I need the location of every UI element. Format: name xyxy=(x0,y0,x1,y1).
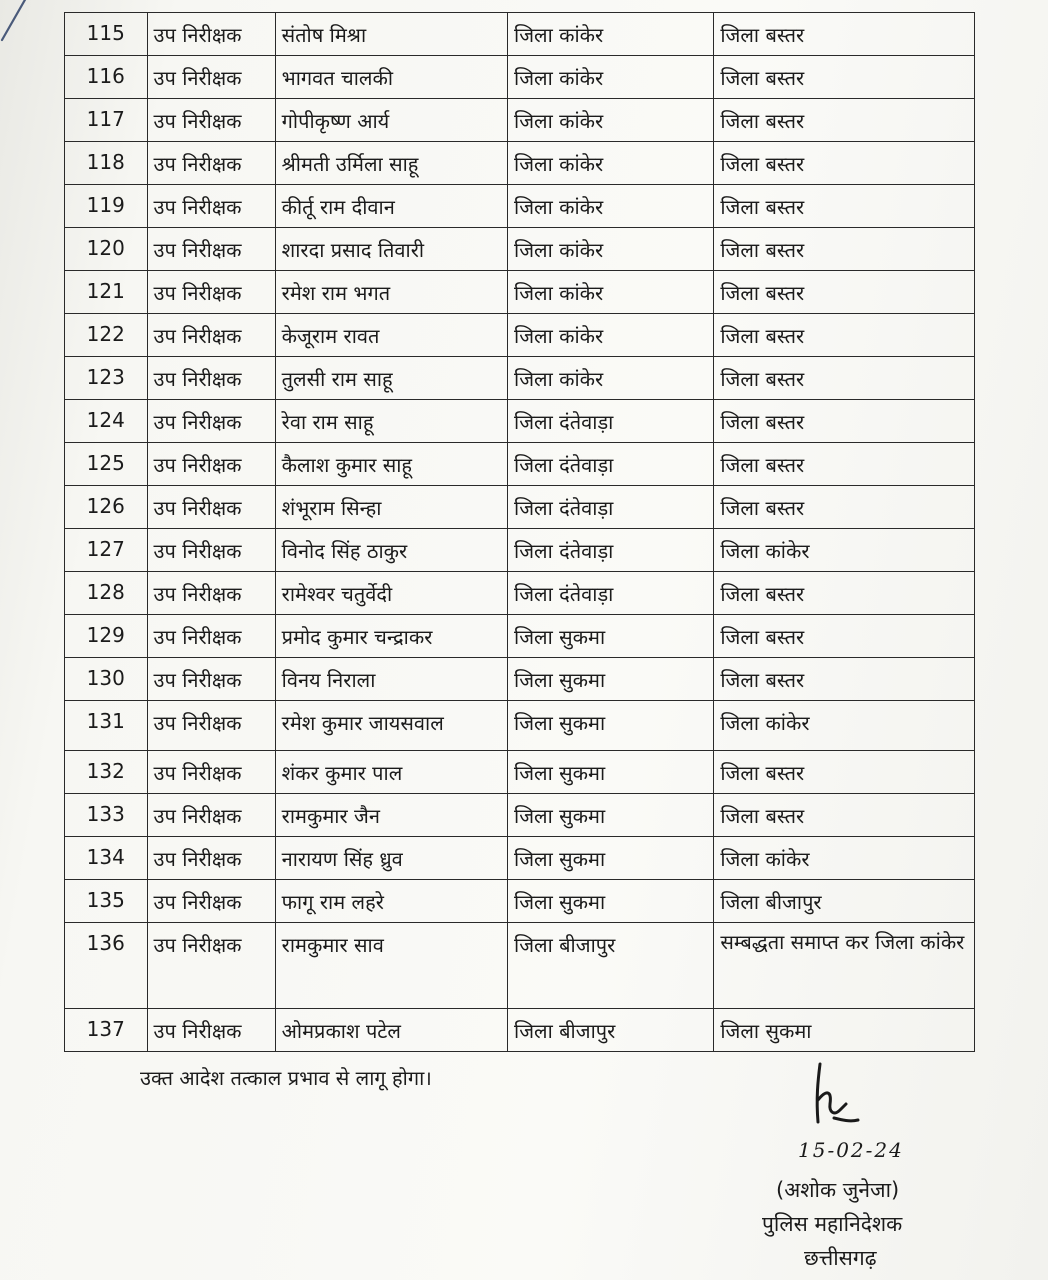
cell-officer-name: नारायण सिंह ध्रुव xyxy=(275,837,507,880)
cell-officer-name: केजूराम रावत xyxy=(275,314,507,357)
cell-posted-from: जिला कांकेर xyxy=(508,99,714,142)
cell-posted-from: जिला दंतेवाड़ा xyxy=(508,572,714,615)
cell-serial-no: 115 xyxy=(65,13,148,56)
cell-officer-name: रमेश राम भगत xyxy=(275,271,507,314)
cell-posted-to: जिला बस्तर xyxy=(714,228,975,271)
table-row xyxy=(65,443,975,486)
cell-posted-from: जिला सुकमा xyxy=(508,658,714,701)
cell-posted-from: जिला दंतेवाड़ा xyxy=(508,400,714,443)
table-row xyxy=(65,56,975,99)
cell-officer-name: श्रीमती उर्मिला साहू xyxy=(275,142,507,185)
cell-posted-to: जिला बस्तर xyxy=(714,486,975,529)
cell-rank: उप निरीक्षक xyxy=(147,837,275,880)
cell-posted-to: जिला बस्तर xyxy=(714,794,975,837)
cell-serial-no: 128 xyxy=(65,572,148,615)
transfer-table xyxy=(64,12,975,1052)
cell-posted-from: जिला बीजापुर xyxy=(508,923,714,1009)
cell-rank: उप निरीक्षक xyxy=(147,1009,275,1052)
table-row xyxy=(65,1009,975,1052)
cell-officer-name: शारदा प्रसाद तिवारी xyxy=(275,228,507,271)
cell-posted-from: जिला कांकेर xyxy=(508,228,714,271)
cell-officer-name: शंकर कुमार पाल xyxy=(275,751,507,794)
cell-posted-to: जिला बस्तर xyxy=(714,751,975,794)
cell-serial-no: 137 xyxy=(65,1009,148,1052)
cell-posted-to: जिला बस्तर xyxy=(714,400,975,443)
cell-officer-name: रामकुमार जैन xyxy=(275,794,507,837)
cell-serial-no: 124 xyxy=(65,400,148,443)
cell-posted-to: जिला बस्तर xyxy=(714,357,975,400)
cell-rank: उप निरीक्षक xyxy=(147,13,275,56)
cell-serial-no: 129 xyxy=(65,615,148,658)
cell-posted-from: जिला कांकेर xyxy=(508,314,714,357)
table-row xyxy=(65,701,975,751)
cell-rank: उप निरीक्षक xyxy=(147,271,275,314)
table-row xyxy=(65,228,975,271)
table-row xyxy=(65,142,975,185)
table-row xyxy=(65,400,975,443)
cell-posted-from: जिला सुकमा xyxy=(508,837,714,880)
cell-rank: उप निरीक्षक xyxy=(147,99,275,142)
cell-posted-to: जिला बस्तर xyxy=(714,658,975,701)
cell-serial-no: 130 xyxy=(65,658,148,701)
cell-rank: उप निरीक्षक xyxy=(147,615,275,658)
table-row xyxy=(65,271,975,314)
cell-posted-from: जिला कांकेर xyxy=(508,142,714,185)
cell-posted-from: जिला कांकेर xyxy=(508,271,714,314)
cell-posted-to: जिला बस्तर xyxy=(714,615,975,658)
officer-name: (अशोक जुनेजा) xyxy=(776,1178,900,1202)
table-row xyxy=(65,880,975,923)
order-note: उक्त आदेश तत्काल प्रभाव से लागू होगा। xyxy=(140,1066,432,1090)
cell-serial-no: 132 xyxy=(65,751,148,794)
cell-rank: उप निरीक्षक xyxy=(147,185,275,228)
cell-posted-to: जिला बस्तर xyxy=(714,572,975,615)
corner-pen-mark xyxy=(0,0,36,54)
cell-posted-to: जिला बीजापुर xyxy=(714,880,975,923)
table-row xyxy=(65,13,975,56)
table-row xyxy=(65,572,975,615)
cell-posted-from: जिला कांकेर xyxy=(508,357,714,400)
cell-rank: उप निरीक्षक xyxy=(147,486,275,529)
cell-officer-name: संतोष मिश्रा xyxy=(275,13,507,56)
cell-rank: उप निरीक्षक xyxy=(147,751,275,794)
cell-posted-to: जिला बस्तर xyxy=(714,314,975,357)
cell-serial-no: 134 xyxy=(65,837,148,880)
cell-posted-to: सम्बद्धता समाप्त कर जिला कांकेर xyxy=(714,923,975,1009)
table-row xyxy=(65,923,975,1009)
cell-officer-name: विनोद सिंह ठाकुर xyxy=(275,529,507,572)
cell-officer-name: शंभूराम सिन्हा xyxy=(275,486,507,529)
cell-rank: उप निरीक्षक xyxy=(147,228,275,271)
table-row xyxy=(65,615,975,658)
cell-officer-name: रामकुमार साव xyxy=(275,923,507,1009)
table-row xyxy=(65,658,975,701)
cell-posted-from: जिला कांकेर xyxy=(508,13,714,56)
table-row xyxy=(65,99,975,142)
cell-rank: उप निरीक्षक xyxy=(147,400,275,443)
table-row xyxy=(65,486,975,529)
cell-posted-from: जिला दंतेवाड़ा xyxy=(508,443,714,486)
cell-posted-from: जिला सुकमा xyxy=(508,751,714,794)
cell-posted-to: जिला बस्तर xyxy=(714,56,975,99)
cell-rank: उप निरीक्षक xyxy=(147,357,275,400)
cell-rank: उप निरीक्षक xyxy=(147,701,275,751)
table-row xyxy=(65,357,975,400)
cell-posted-to: जिला बस्तर xyxy=(714,13,975,56)
cell-posted-from: जिला सुकमा xyxy=(508,615,714,658)
cell-officer-name: ओमप्रकाश पटेल xyxy=(275,1009,507,1052)
signature-date: 15-02-24 xyxy=(798,1138,904,1162)
cell-officer-name: विनय निराला xyxy=(275,658,507,701)
officer-designation: पुलिस महानिदेशक xyxy=(762,1212,903,1236)
cell-serial-no: 135 xyxy=(65,880,148,923)
table-row xyxy=(65,185,975,228)
cell-officer-name: कीर्तू राम दीवान xyxy=(275,185,507,228)
cell-posted-to: जिला कांकेर xyxy=(714,529,975,572)
cell-posted-from: जिला दंतेवाड़ा xyxy=(508,486,714,529)
cell-rank: उप निरीक्षक xyxy=(147,142,275,185)
cell-serial-no: 120 xyxy=(65,228,148,271)
cell-posted-to: जिला बस्तर xyxy=(714,142,975,185)
cell-rank: उप निरीक्षक xyxy=(147,529,275,572)
cell-posted-from: जिला सुकमा xyxy=(508,880,714,923)
cell-rank: उप निरीक्षक xyxy=(147,572,275,615)
cell-rank: उप निरीक्षक xyxy=(147,794,275,837)
cell-rank: उप निरीक्षक xyxy=(147,443,275,486)
cell-serial-no: 119 xyxy=(65,185,148,228)
cell-posted-from: जिला दंतेवाड़ा xyxy=(508,529,714,572)
cell-posted-to: जिला बस्तर xyxy=(714,443,975,486)
cell-serial-no: 123 xyxy=(65,357,148,400)
cell-officer-name: फागू राम लहरे xyxy=(275,880,507,923)
cell-posted-to: जिला बस्तर xyxy=(714,271,975,314)
cell-posted-from: जिला बीजापुर xyxy=(508,1009,714,1052)
cell-officer-name: तुलसी राम साहू xyxy=(275,357,507,400)
cell-officer-name: भागवत चालकी xyxy=(275,56,507,99)
cell-serial-no: 127 xyxy=(65,529,148,572)
cell-serial-no: 122 xyxy=(65,314,148,357)
cell-serial-no: 125 xyxy=(65,443,148,486)
table-row xyxy=(65,751,975,794)
cell-officer-name: प्रमोद कुमार चन्द्राकर xyxy=(275,615,507,658)
cell-serial-no: 116 xyxy=(65,56,148,99)
cell-rank: उप निरीक्षक xyxy=(147,923,275,1009)
cell-posted-from: जिला सुकमा xyxy=(508,701,714,751)
cell-posted-to: जिला सुकमा xyxy=(714,1009,975,1052)
cell-officer-name: गोपीकृष्ण आर्य xyxy=(275,99,507,142)
table-row xyxy=(65,837,975,880)
table-body xyxy=(65,13,975,1052)
cell-rank: उप निरीक्षक xyxy=(147,56,275,99)
cell-posted-to: जिला बस्तर xyxy=(714,99,975,142)
cell-posted-to: जिला बस्तर xyxy=(714,185,975,228)
officer-state: छत्तीसगढ़ xyxy=(804,1246,877,1270)
cell-posted-to: जिला कांकेर xyxy=(714,837,975,880)
handwritten-signature xyxy=(806,1060,866,1132)
cell-serial-no: 136 xyxy=(65,923,148,1009)
cell-serial-no: 118 xyxy=(65,142,148,185)
cell-rank: उप निरीक्षक xyxy=(147,880,275,923)
cell-serial-no: 133 xyxy=(65,794,148,837)
cell-posted-from: जिला कांकेर xyxy=(508,56,714,99)
cell-officer-name: रमेश कुमार जायसवाल xyxy=(275,701,507,751)
table-row xyxy=(65,314,975,357)
cell-serial-no: 117 xyxy=(65,99,148,142)
cell-officer-name: कैलाश कुमार साहू xyxy=(275,443,507,486)
cell-rank: उप निरीक्षक xyxy=(147,314,275,357)
cell-officer-name: रामेश्वर चतुर्वेदी xyxy=(275,572,507,615)
cell-posted-from: जिला कांकेर xyxy=(508,185,714,228)
cell-serial-no: 126 xyxy=(65,486,148,529)
table-row xyxy=(65,529,975,572)
cell-serial-no: 131 xyxy=(65,701,148,751)
cell-posted-to: जिला कांकेर xyxy=(714,701,975,751)
table-row xyxy=(65,794,975,837)
signature-block xyxy=(740,1060,980,1275)
cell-rank: उप निरीक्षक xyxy=(147,658,275,701)
cell-officer-name: रेवा राम साहू xyxy=(275,400,507,443)
cell-serial-no: 121 xyxy=(65,271,148,314)
cell-posted-from: जिला सुकमा xyxy=(508,794,714,837)
